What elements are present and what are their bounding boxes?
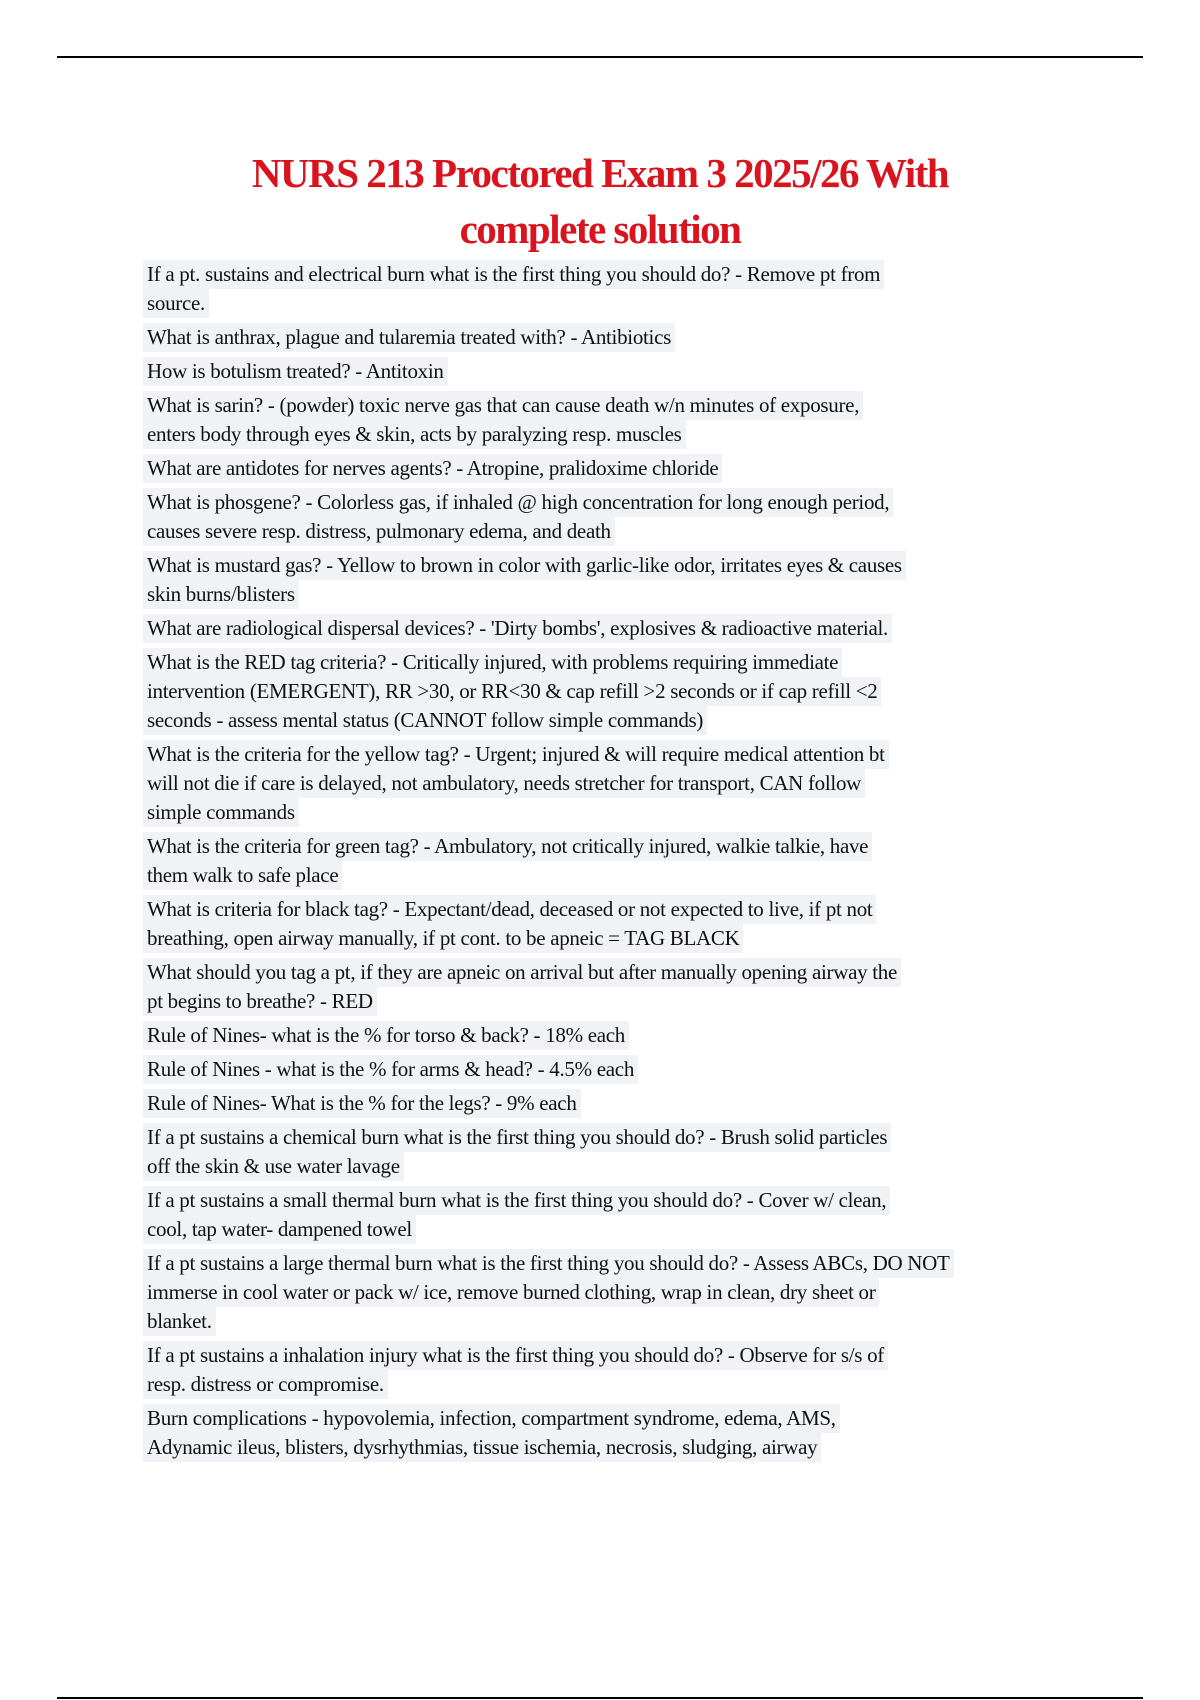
qa-line: If a pt sustains a large thermal burn what is the first thing you should do? - Assess ABCs, DO NOT [143, 1249, 954, 1278]
qa-item [143, 1404, 1063, 1462]
qa-item [143, 551, 1063, 609]
qa-line: simple commands [143, 798, 299, 827]
title-line-1: NURS 213 Proctored Exam 3 2025/26 With [251, 150, 949, 196]
qa-line: pt begins to breathe? - RED [143, 987, 377, 1016]
qa-line: intervention (EMERGENT), RR >30, or RR<30 & cap refill >2 seconds or if cap refill <2 [143, 677, 881, 706]
qa-line: seconds - assess mental status (CANNOT follow simple commands) [143, 706, 707, 735]
qa-item [143, 1186, 1063, 1244]
bottom-divider [57, 1697, 1143, 1699]
qa-item [143, 260, 1063, 318]
qa-item [143, 1123, 1063, 1181]
qa-line: What is phosgene? - Colorless gas, if inhaled @ high concentration for long enough period, [143, 488, 893, 517]
qa-item [143, 895, 1063, 953]
qa-item [143, 614, 1063, 643]
qa-item [143, 357, 1063, 386]
qa-line: How is botulism treated? - Antitoxin [143, 357, 448, 386]
qa-line: What is anthrax, plague and tularemia treated with? - Antibiotics [143, 323, 675, 352]
qa-item [143, 648, 1063, 735]
qa-item [143, 958, 1063, 1016]
qa-line: What is mustard gas? - Yellow to brown in color with garlic-like odor, irritates eyes & causes [143, 551, 906, 580]
qa-item [143, 1089, 1063, 1118]
qa-list [143, 260, 1063, 1467]
qa-line: What is sarin? - (powder) toxic nerve gas that can cause death w/n minutes of exposure, [143, 391, 863, 420]
qa-line: causes severe resp. distress, pulmonary edema, and death [143, 517, 615, 546]
qa-line: Adynamic ileus, blisters, dysrhythmias, tissue ischemia, necrosis, sludging, airway [143, 1433, 821, 1462]
qa-line: What is the criteria for the yellow tag? - Urgent; injured & will require medical attention bt [143, 740, 889, 769]
qa-line: enters body through eyes & skin, acts by paralyzing resp. muscles [143, 420, 686, 449]
qa-line: Burn complications - hypovolemia, infection, compartment syndrome, edema, AMS, [143, 1404, 840, 1433]
qa-line: What should you tag a pt, if they are apneic on arrival but after manually opening airway the [143, 958, 901, 987]
qa-line: What are radiological dispersal devices? - 'Dirty bombs', explosives & radioactive material. [143, 614, 892, 643]
qa-line: cool, tap water- dampened towel [143, 1215, 416, 1244]
qa-item [143, 454, 1063, 483]
qa-line: breathing, open airway manually, if pt cont. to be apneic = TAG BLACK [143, 924, 743, 953]
qa-line: skin burns/blisters [143, 580, 299, 609]
qa-item [143, 832, 1063, 890]
qa-line: blanket. [143, 1307, 216, 1336]
qa-item [143, 1341, 1063, 1399]
qa-line: Rule of Nines- what is the % for torso & back? - 18% each [143, 1021, 629, 1050]
qa-line: What is the criteria for green tag? - Ambulatory, not critically injured, walkie talkie, have [143, 832, 872, 861]
qa-line: If a pt sustains a inhalation injury what is the first thing you should do? - Observe for s/s of [143, 1341, 888, 1370]
qa-line: If a pt sustains a chemical burn what is the first thing you should do? - Brush solid particles [143, 1123, 891, 1152]
qa-line: will not die if care is delayed, not ambulatory, needs stretcher for transport, CAN follow [143, 769, 865, 798]
qa-item [143, 1055, 1063, 1084]
qa-line: If a pt. sustains and electrical burn what is the first thing you should do? - Remove pt from [143, 260, 884, 289]
qa-item [143, 323, 1063, 352]
qa-line: What are antidotes for nerves agents? - Atropine, pralidoxime chloride [143, 454, 722, 483]
qa-line: What is criteria for black tag? - Expectant/dead, deceased or not expected to live, if pt not [143, 895, 876, 924]
qa-line: If a pt sustains a small thermal burn what is the first thing you should do? - Cover w/ clean, [143, 1186, 890, 1215]
document-title [0, 145, 1200, 257]
qa-line: Rule of Nines- What is the % for the legs? - 9% each [143, 1089, 581, 1118]
top-divider [57, 56, 1143, 58]
qa-item [143, 1249, 1063, 1336]
title-line-2: complete solution [459, 206, 741, 252]
qa-line: resp. distress or compromise. [143, 1370, 388, 1399]
qa-item [143, 1021, 1063, 1050]
qa-item [143, 391, 1063, 449]
qa-item [143, 488, 1063, 546]
qa-line: source. [143, 289, 209, 318]
qa-line: What is the RED tag criteria? - Critically injured, with problems requiring immediate [143, 648, 842, 677]
qa-item [143, 740, 1063, 827]
qa-line: Rule of Nines - what is the % for arms & head? - 4.5% each [143, 1055, 638, 1084]
qa-line: them walk to safe place [143, 861, 342, 890]
qa-line: off the skin & use water lavage [143, 1152, 404, 1181]
qa-line: immerse in cool water or pack w/ ice, remove burned clothing, wrap in clean, dry sheet or [143, 1278, 879, 1307]
